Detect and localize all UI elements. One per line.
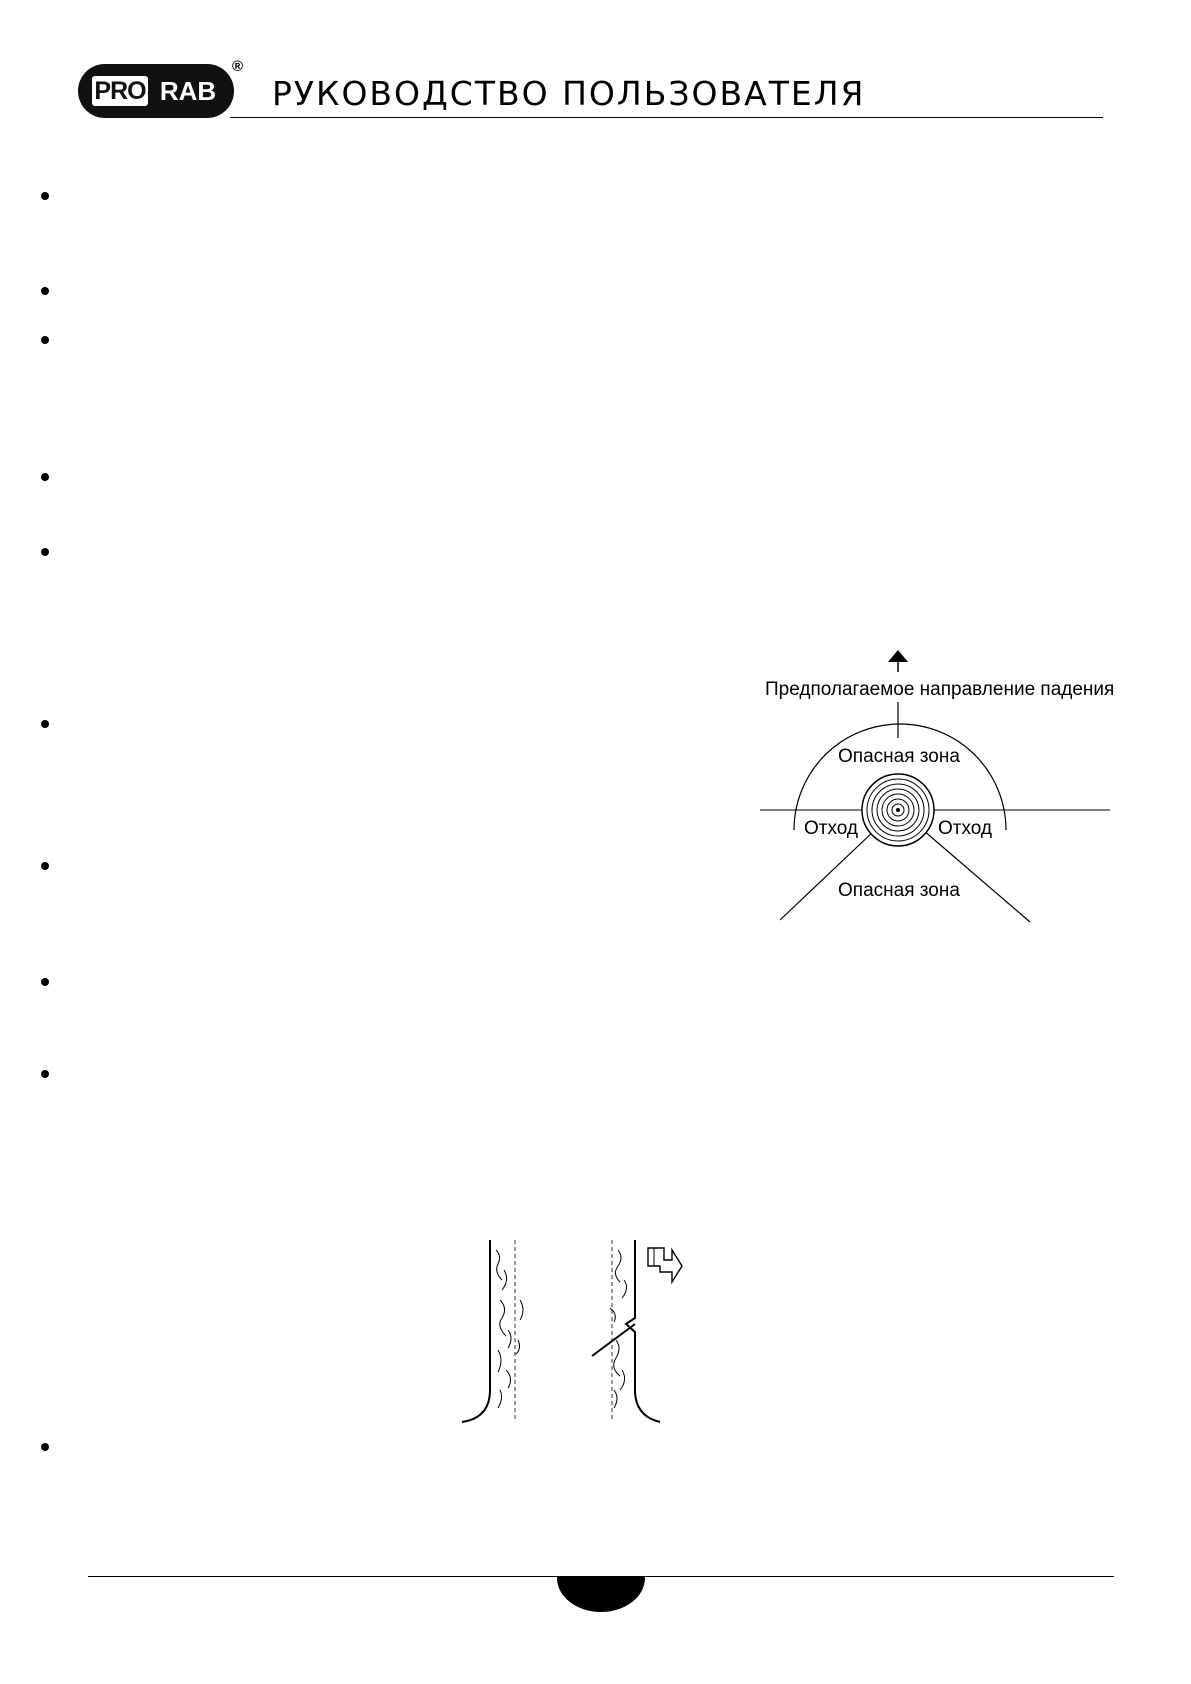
prorab-logo	[78, 64, 234, 118]
bullet-point	[41, 862, 49, 870]
retreat-left-label: Отход	[804, 818, 859, 839]
danger-zone-top-label: Опасная зона	[838, 746, 960, 767]
tree-notch-illustration	[460, 1240, 720, 1430]
bullet-point	[41, 548, 49, 556]
bullet-point	[41, 336, 49, 344]
bullet-point	[41, 978, 49, 986]
danger-zone-bottom-label: Опасная зона	[838, 880, 960, 901]
tree-trunk-notched-icon	[592, 1240, 660, 1422]
fall-direction-label: Предполагаемое направление падения	[765, 679, 1115, 700]
fall-direction-arrow-icon	[648, 1248, 682, 1282]
felling-danger-zone-diagram	[760, 650, 1120, 940]
bullet-point	[41, 1443, 49, 1451]
header-divider	[230, 117, 1103, 118]
logo-rab-text: RAB	[159, 76, 217, 106]
registered-trademark-mark: ®	[232, 58, 244, 75]
bullet-point	[41, 192, 49, 200]
bullet-point	[41, 1070, 49, 1078]
retreat-diagonal-left	[780, 830, 875, 920]
page-title: РУКОВОДСТВО ПОЛЬЗОВАТЕЛЯ	[272, 74, 866, 113]
retreat-diagonal-right	[923, 830, 1030, 922]
bullet-point	[41, 473, 49, 481]
retreat-right-label: Отход	[938, 818, 993, 839]
logo-pro-text: PRO	[92, 76, 148, 106]
fall-direction-arrowhead	[888, 650, 908, 662]
page-number-badge	[557, 1577, 645, 1612]
tree-trunk-uncut-icon	[462, 1240, 523, 1422]
bullet-point	[41, 287, 49, 295]
tree-stump-rings	[862, 774, 934, 846]
bullet-point	[41, 720, 49, 728]
